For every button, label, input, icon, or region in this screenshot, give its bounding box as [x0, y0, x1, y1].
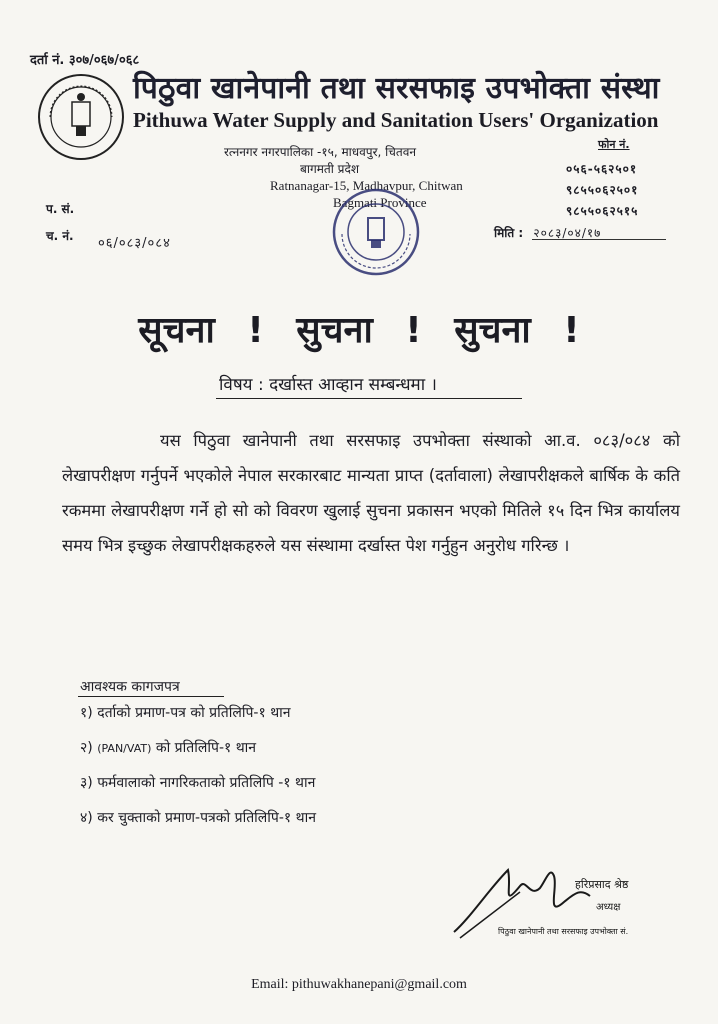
notice-body: यस पिठुवा खानेपानी तथा सरसफाइ उपभोक्ता संस्थाको आ.व. ०८३/०८४ को लेखापरीक्षण गर्नुपर्ने भएकोले नेपाल सरकारबाट मान्यता प्राप्त (दर्तावाला) लेखापरीक्षकले बार्षिक के कति रकममा लेखापरीक्षण गर्ने हो सो को विवरण खुलाई सुचना प्रकासन भएको मितिले १५ दिन भित्र कार्यालय समय भित्र इच्छुक लेखापरीक्षकहरुले यस संस्थामा दर्खास्त पेश गर्नुहुन अनुरोध गरिन्छ । [62, 431, 680, 555]
signatory-role: अध्यक्ष [596, 902, 621, 913]
document-item [80, 773, 315, 792]
required-documents-title: आवश्यक कागजपत्र [80, 679, 180, 695]
org-name-english: Pithuwa Water Supply and Sanitation Users' Organization [133, 108, 659, 132]
notice-heading: सूचना ! सुचना ! सुचना ! [138, 310, 580, 351]
subject-underline [216, 398, 522, 399]
document-item-text: फर्मवालाको नागरिकताको प्रतिलिपि -१ थान [97, 775, 316, 791]
dispatch-number-value: ०६/०८३/०८४ [98, 236, 171, 251]
date-underline [532, 239, 666, 240]
document-item-text: दर्ताको प्रमाण-पत्र को प्रतिलिपि-१ थान [97, 705, 291, 721]
dispatch-number-label: च. नं. [46, 229, 74, 243]
phone-number: ०५६-५६२५०१ [566, 162, 638, 176]
phone-number: ९८५५०६२५०१ [566, 183, 639, 197]
signatory-name: हरिप्रसाद श्रेष्ठ [575, 878, 629, 891]
province-english: Bagmati Province [333, 195, 427, 210]
document-item [80, 738, 256, 757]
document-item-number: ४) [80, 810, 93, 826]
signature [450, 858, 680, 948]
document-item-text: को प्रतिलिपि-१ थान [155, 740, 257, 756]
org-name-nepali: पिठुवा खानेपानी तथा सरसफाइ उपभोक्ता संस्था [133, 71, 660, 106]
office-stamp [330, 186, 422, 278]
date-label: मिति : [494, 226, 524, 240]
document-item-prefix: (PAN/VAT) [97, 742, 152, 755]
document-item [80, 703, 291, 722]
signatory-organization: पिठुवा खानेपानी तथा सरसफाइ उपभोक्ता सं. [498, 927, 629, 936]
documents-title-underline [78, 696, 224, 697]
document-item-number: ३) [80, 775, 93, 791]
address-nepali: रत्ननगर नगरपालिका -१५, माधवपुर, चितवन [224, 145, 417, 159]
province-nepali: बागमती प्रदेश [300, 162, 360, 176]
notice-subject: विषय : दर्खास्त आव्हान सम्बन्धमा । [219, 375, 437, 395]
document-item-text: कर चुक्ताको प्रमाण-पत्रको प्रतिलिपि-१ थान [97, 810, 316, 826]
letter-number-label: प. सं. [46, 202, 75, 216]
document-item-number: १) [80, 705, 93, 721]
date-value: २०८३/०४/१७ [533, 226, 602, 240]
phone-label: फोन नं. [598, 138, 630, 151]
phone-number: ९८५५०६२५१५ [566, 204, 639, 218]
footer-email: Email: pithuwakhanepani@gmail.com [251, 977, 467, 992]
organization-logo [36, 72, 126, 162]
document-item [80, 808, 316, 827]
registration-number: दर्ता नं. ३०७/०६७/०६८ [30, 53, 140, 68]
document-item-number: २) [80, 740, 93, 756]
address-english: Ratnanagar-15, Madhavpur, Chitwan [270, 178, 463, 193]
